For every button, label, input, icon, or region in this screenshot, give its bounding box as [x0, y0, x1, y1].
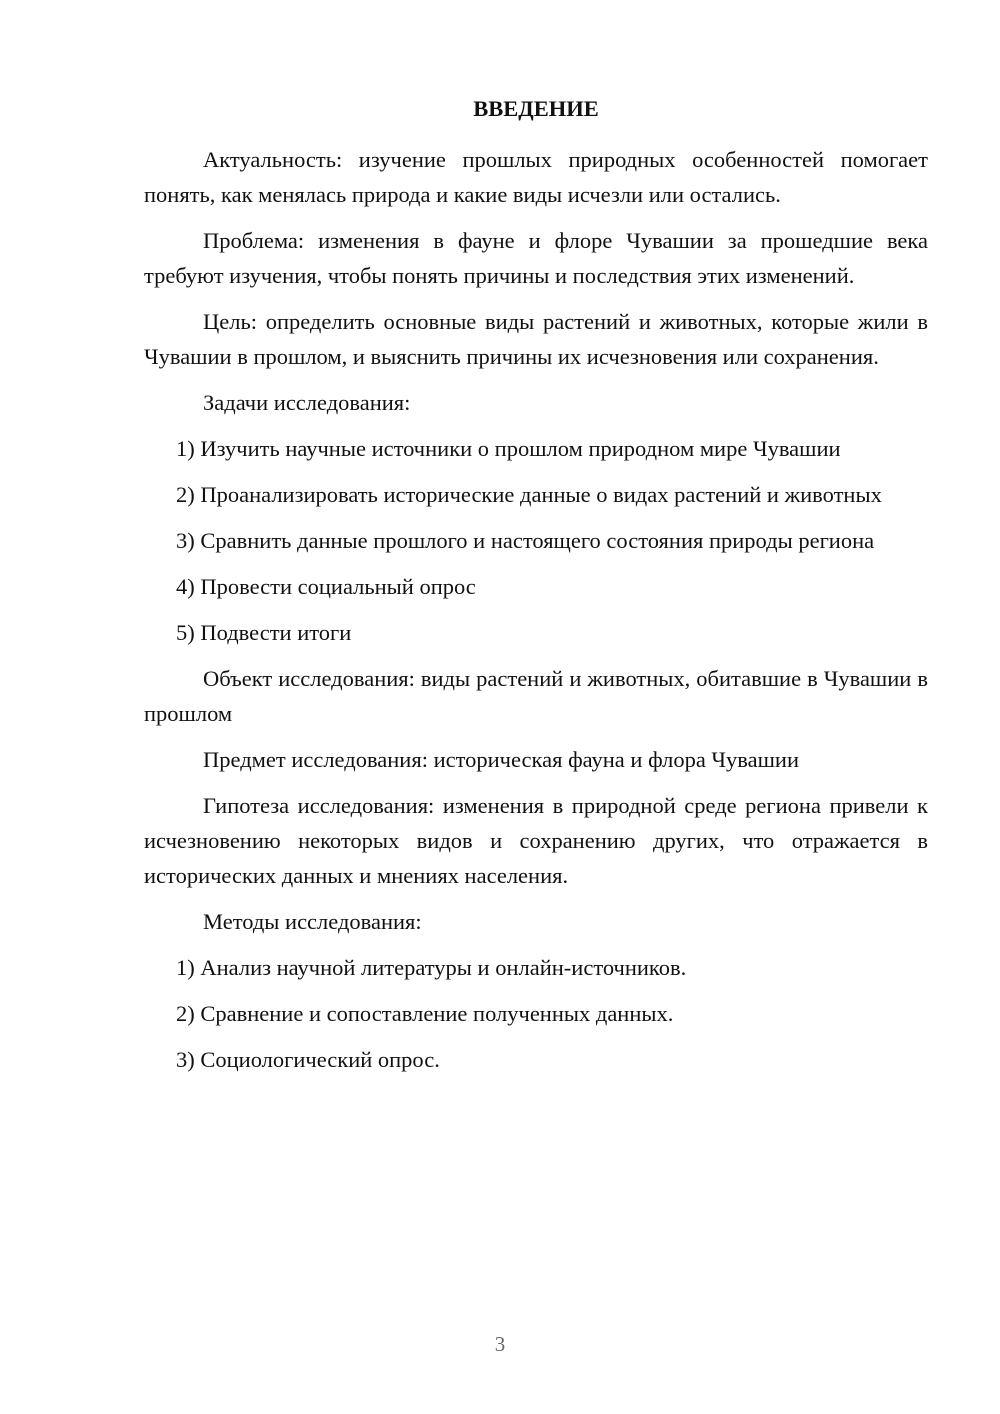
object-paragraph: Объект исследования: виды растений и животных, обитавшие в Чувашии в прошлом: [144, 666, 928, 726]
problem-paragraph: Проблема: изменения в фауне и флоре Чувашии за прошедшие века требуют изучения, чтобы понять причины и последствия этих изменений.: [144, 228, 928, 288]
task-item: 1) Изучить научные источники о прошлом природном мире Чувашии: [176, 436, 841, 461]
method-item: 1) Анализ научной литературы и онлайн-источников.: [176, 955, 687, 980]
method-item: 3) Социологический опрос.: [176, 1047, 440, 1072]
task-item: 3) Сравнить данные прошлого и настоящего состояния природы региона: [176, 528, 875, 553]
hypothesis-paragraph: Гипотеза исследования: изменения в природной среде региона привели к исчезновению некоторых видов и сохранению других, что отражается в исторических данных и мнениях населения.: [144, 793, 928, 888]
task-item: 2) Проанализировать исторические данные о видах растений и животных: [176, 482, 882, 507]
methods-heading: Методы исследования:: [203, 909, 422, 934]
tasks-heading: Задачи исследования:: [203, 390, 411, 415]
relevance-paragraph: Актуальность: изучение прошлых природных особенностей помогает понять, как менялась природа и какие виды исчезли или остались.: [144, 147, 928, 207]
task-item: 5) Подвести итоги: [176, 620, 352, 645]
method-item: 2) Сравнение и сопоставление полученных данных.: [176, 1001, 674, 1026]
goal-paragraph: Цель: определить основные виды растений и животных, которые жили в Чувашии в прошлом, и выяснить причины их исчезновения или сохранения.: [144, 309, 928, 369]
section-title: ВВЕДЕНИЕ: [473, 96, 599, 121]
page-number: 3: [494, 1332, 506, 1356]
page-content: [144, 92, 928, 1088]
task-item: 4) Провести социальный опрос: [176, 574, 476, 599]
subject-paragraph: Предмет исследования: историческая фауна и флора Чувашии: [203, 747, 800, 772]
